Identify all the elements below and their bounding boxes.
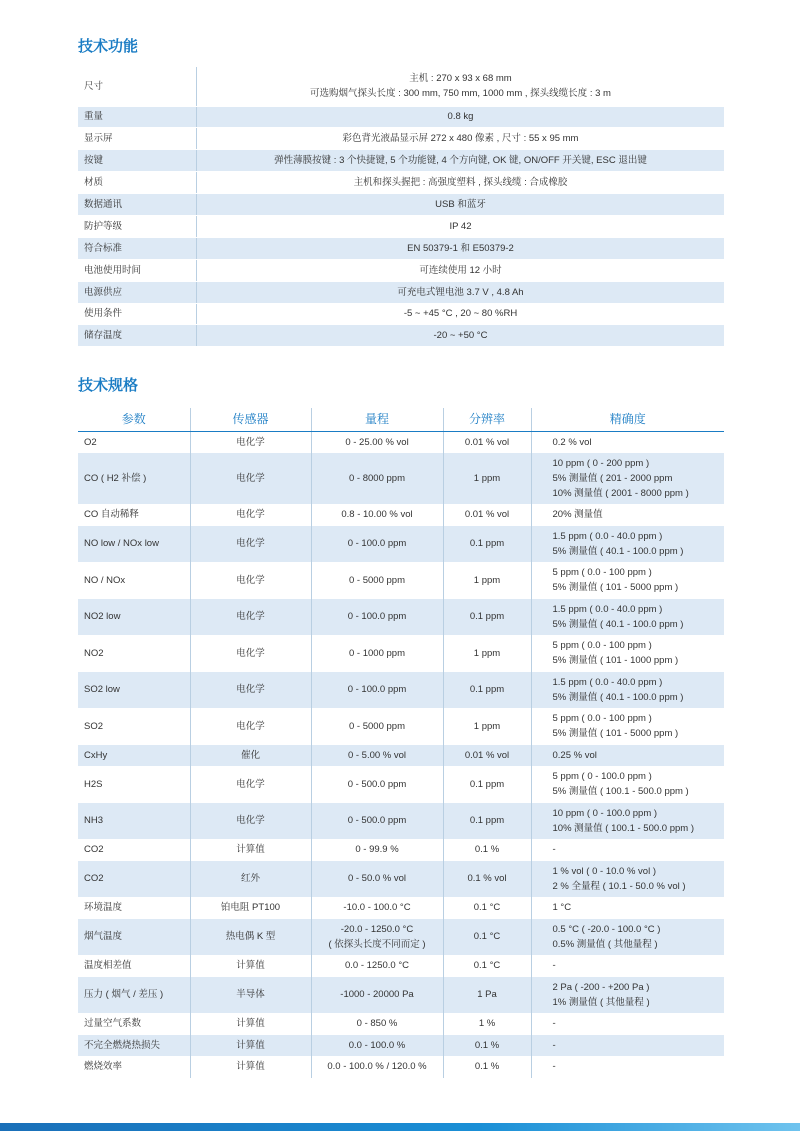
spec-param: 压力 ( 烟气 / 差压 ): [78, 977, 190, 1014]
spec-sensor: 红外: [190, 861, 311, 898]
feature-value: [197, 67, 725, 106]
feature-row: [78, 281, 724, 303]
spec-range: [311, 453, 443, 504]
spec-param: 烟气温度: [78, 919, 190, 956]
cell-line: IP 42: [449, 220, 472, 232]
spec-param: CO ( H2 补偿 ): [78, 453, 190, 504]
cell-line: -20 ~ +50 °C: [433, 330, 488, 342]
spec-range: [311, 526, 443, 563]
cell-line: 可充电式锂电池 3.7 V , 4.8 Ah: [397, 286, 524, 298]
spec-resolution: 0.1 °C: [443, 897, 531, 919]
spec-param: 不完全燃烧热损失: [78, 1035, 190, 1057]
feature-key: 显示屏: [78, 128, 197, 150]
spec-resolution: 0.1 %: [443, 1035, 531, 1057]
spec-accuracy: [531, 599, 724, 636]
cell-line: USB 和蓝牙: [435, 199, 486, 210]
cell-line: 0 - 500.0 ppm: [347, 815, 407, 827]
feature-row: [78, 67, 724, 106]
features-title: 技术功能: [78, 38, 139, 55]
spec-resolution: 0.1 °C: [443, 919, 531, 956]
spec-range: [311, 745, 443, 767]
spec-accuracy: [531, 1056, 724, 1078]
spec-param: NO2 low: [78, 599, 190, 636]
cell-line: -: [552, 1018, 556, 1030]
feature-row: [78, 106, 724, 128]
feature-key: 电池使用时间: [78, 259, 197, 281]
spec-resolution: 0.1 ppm: [443, 672, 531, 709]
spec-accuracy: [531, 708, 724, 745]
feature-value: [197, 128, 725, 150]
spec-range: [311, 803, 443, 840]
spec-resolution: 0.1 ppm: [443, 599, 531, 636]
cell-line: 5% 测量值 ( 40.1 - 100.0 ppm ): [552, 691, 684, 703]
spec-accuracy: [531, 504, 724, 526]
cell-line: 5% 测量值 ( 101 - 1000 ppm ): [552, 655, 679, 667]
feature-row: [78, 128, 724, 150]
spec-sensor: 电化学: [190, 803, 311, 840]
spec-param: H2S: [78, 766, 190, 803]
spec-resolution: 0.1 %: [443, 1056, 531, 1078]
spec-accuracy: [531, 766, 724, 803]
spec-param: CO2: [78, 839, 190, 861]
cell-line: EN 50379-1 和 E50379-2: [407, 242, 514, 254]
cell-line: 5% 测量值 ( 101 - 5000 ppm ): [552, 582, 679, 594]
spec-sensor: 电化学: [190, 708, 311, 745]
spec-range: [311, 955, 443, 977]
feature-row: [78, 150, 724, 172]
spec-sensor: 电化学: [190, 766, 311, 803]
feature-row: [78, 237, 724, 259]
feature-value: [197, 281, 725, 303]
spec-resolution: 1 ppm: [443, 562, 531, 599]
specs-header-cell: 参数: [78, 408, 190, 432]
spec-sensor: 电化学: [190, 562, 311, 599]
cell-line: 0 - 100.0 ppm: [347, 611, 407, 623]
cell-line: -5 ~ +45 °C , 20 ~ 80 %RH: [403, 308, 518, 320]
cell-line: 1.5 ppm ( 0.0 - 40.0 ppm ): [552, 676, 663, 688]
feature-key: 尺寸: [78, 67, 197, 106]
cell-line: 20% 测量值: [552, 509, 603, 521]
spec-range: [311, 432, 443, 454]
spec-row: [78, 977, 724, 1014]
cell-line: 0 - 850 %: [356, 1018, 398, 1030]
cell-line: 弹性薄膜按键 : 3 个快捷键, 5 个功能键, 4 个方向键, OK 键, ON/OFF 开关键, ESC 退出键: [274, 155, 647, 167]
cell-line: -: [552, 1061, 556, 1073]
feature-key: 符合标准: [78, 237, 197, 259]
feature-value: [197, 215, 725, 237]
spec-sensor: 热电偶 K 型: [190, 919, 311, 956]
cell-line: 5% 测量值 ( 201 - 2000 ppm: [552, 473, 673, 484]
cell-line: 可连续使用 12 小时: [419, 264, 502, 276]
cell-line: 0.8 - 10.00 % vol: [341, 509, 413, 521]
spec-sensor: 计算值: [190, 839, 311, 861]
feature-row: [78, 172, 724, 194]
cell-line: 0 - 5000 ppm: [349, 574, 405, 586]
cell-line: 10% 测量值 ( 100.1 - 500.0 ppm ): [552, 822, 695, 834]
cell-line: 0 - 25.00 % vol: [345, 437, 409, 448]
feature-value: [197, 106, 725, 128]
spec-range: [311, 599, 443, 636]
feature-key: 数据通讯: [78, 194, 197, 216]
feature-key: 防护等级: [78, 215, 197, 237]
spec-range: [311, 504, 443, 526]
spec-accuracy: [531, 839, 724, 861]
cell-line: 0 - 5.00 % vol: [347, 749, 407, 761]
spec-param: O2: [78, 432, 190, 454]
spec-row: [78, 1013, 724, 1035]
spec-range: [311, 977, 443, 1014]
spec-accuracy: [531, 861, 724, 898]
cell-line: 0 - 100.0 ppm: [347, 684, 407, 696]
spec-row: [78, 504, 724, 526]
spec-range: [311, 1035, 443, 1057]
cell-line: 0.0 - 100.0 %: [348, 1039, 406, 1051]
cell-line: 主机 : 270 x 93 x 68 mm: [409, 73, 512, 85]
feature-row: [78, 259, 724, 281]
spec-accuracy: [531, 919, 724, 956]
spec-accuracy: [531, 1035, 724, 1057]
cell-line: 2 % 全量程 ( 10.1 - 50.0 % vol ): [552, 880, 686, 892]
spec-param: 燃烧效率: [78, 1056, 190, 1078]
feature-row: [78, 215, 724, 237]
cell-line: 0 - 5000 ppm: [349, 720, 405, 732]
cell-line: 5% 测量值 ( 101 - 5000 ppm ): [552, 728, 679, 740]
spec-resolution: 1 %: [443, 1013, 531, 1035]
spec-param: SO2 low: [78, 672, 190, 709]
spec-accuracy: [531, 635, 724, 672]
cell-line: 0 - 100.0 ppm: [347, 538, 407, 550]
cell-line: 5% 测量值 ( 40.1 - 100.0 ppm ): [552, 545, 684, 557]
spec-resolution: 0.1 °C: [443, 955, 531, 977]
spec-row: [78, 766, 724, 803]
spec-row: [78, 919, 724, 956]
cell-line: -: [552, 1039, 556, 1051]
spec-param: NO low / NOx low: [78, 526, 190, 563]
spec-param: CO 自动稀释: [78, 504, 190, 526]
spec-resolution: 1 ppm: [443, 453, 531, 504]
cell-line: 0 - 99.9 %: [355, 844, 399, 856]
specs-table: [78, 408, 724, 1078]
feature-key: 材质: [78, 172, 197, 194]
cell-line: 1.5 ppm ( 0.0 - 40.0 ppm ): [552, 603, 663, 615]
spec-accuracy: [531, 1013, 724, 1035]
cell-line: 5 ppm ( 0.0 - 100 ppm ): [552, 567, 652, 579]
spec-accuracy: [531, 562, 724, 599]
cell-line: 0 - 500.0 ppm: [347, 778, 407, 790]
spec-sensor: 电化学: [190, 672, 311, 709]
spec-row: [78, 453, 724, 504]
cell-line: 2 Pa ( -200 - +200 Pa ): [552, 981, 650, 993]
spec-row: [78, 526, 724, 563]
spec-range: [311, 919, 443, 956]
spec-accuracy: [531, 672, 724, 709]
spec-sensor: 计算值: [190, 955, 311, 977]
cell-line: 1.5 ppm ( 0.0 - 40.0 ppm ): [552, 530, 663, 542]
spec-param: 过量空气系数: [78, 1013, 190, 1035]
spec-row: [78, 562, 724, 599]
spec-accuracy: [531, 803, 724, 840]
spec-sensor: 计算值: [190, 1013, 311, 1035]
feature-row: [78, 303, 724, 325]
cell-line: 0.5% 测量值 ( 其他量程 ): [552, 938, 658, 950]
cell-line: 0.25 % vol: [552, 749, 597, 761]
spec-range: [311, 708, 443, 745]
spec-row: [78, 745, 724, 767]
feature-row: [78, 325, 724, 347]
cell-line: 主机和探头握把 : 高强度塑料 , 探头线缆 : 合成橡胶: [353, 177, 568, 189]
cell-line: 5 ppm ( 0 - 100.0 ppm ): [552, 771, 652, 783]
spec-range: [311, 897, 443, 919]
cell-line: -: [552, 844, 556, 856]
spec-param: CO2: [78, 861, 190, 898]
cell-line: 0.5 °C ( -20.0 - 100.0 °C ): [552, 923, 661, 935]
spec-accuracy: [531, 745, 724, 767]
spec-sensor: 半导体: [190, 977, 311, 1014]
spec-resolution: 0.1 % vol: [443, 861, 531, 898]
spec-resolution: 0.1 ppm: [443, 803, 531, 840]
spec-row: [78, 1035, 724, 1057]
spec-row: [78, 897, 724, 919]
spec-row: [78, 839, 724, 861]
spec-param: SO2: [78, 708, 190, 745]
specs-header-cell: 传感器: [190, 408, 311, 432]
specs-header-cell: 精确度: [531, 408, 724, 432]
cell-line: 0 - 8000 ppm: [349, 473, 405, 484]
spec-range: [311, 766, 443, 803]
spec-sensor: 电化学: [190, 599, 311, 636]
spec-row: [78, 803, 724, 840]
feature-value: [197, 237, 725, 259]
spec-row: [78, 955, 724, 977]
spec-row: [78, 432, 724, 454]
feature-value: [197, 194, 725, 216]
feature-key: 使用条件: [78, 303, 197, 325]
spec-range: [311, 1056, 443, 1078]
spec-resolution: 0.01 % vol: [443, 504, 531, 526]
spec-row: [78, 672, 724, 709]
cell-line: 0.0 - 100.0 % / 120.0 %: [327, 1061, 427, 1073]
feature-value: [197, 325, 725, 347]
cell-line: 10 ppm ( 0 - 100.0 ppm ): [552, 807, 658, 819]
cell-line: 1% 测量值 ( 其他量程 ): [552, 996, 650, 1008]
cell-line: 彩色背光液晶显示屏 272 x 480 像素 , 尺寸 : 55 x 95 mm: [342, 133, 579, 145]
spec-row: [78, 1056, 724, 1078]
spec-row: [78, 635, 724, 672]
specs-header-cell: 量程: [311, 408, 443, 432]
cell-line: 1 °C: [552, 902, 572, 914]
cell-line: -1000 - 20000 Pa: [340, 989, 414, 1001]
spec-resolution: 0.01 % vol: [443, 432, 531, 454]
spec-param: 温度相差值: [78, 955, 190, 977]
cell-line: ( 依探头长度不同而定 ): [328, 938, 426, 950]
spec-sensor: 计算值: [190, 1035, 311, 1057]
cell-line: 0 - 1000 ppm: [349, 647, 405, 659]
spec-range: [311, 562, 443, 599]
spec-row: [78, 861, 724, 898]
feature-key: 储存温度: [78, 325, 197, 347]
spec-row: [78, 708, 724, 745]
cell-line: 5% 测量值 ( 40.1 - 100.0 ppm ): [552, 618, 684, 630]
footer-bar: [0, 1123, 800, 1131]
spec-param: NO2: [78, 635, 190, 672]
spec-accuracy: [531, 432, 724, 454]
cell-line: 5% 测量值 ( 100.1 - 500.0 ppm ): [552, 786, 689, 798]
cell-line: -: [552, 960, 556, 972]
cell-line: 5 ppm ( 0.0 - 100 ppm ): [552, 640, 652, 652]
cell-line: -10.0 - 100.0 °C: [343, 902, 411, 914]
spec-accuracy: [531, 955, 724, 977]
spec-param: NH3: [78, 803, 190, 840]
specs-title: 技术规格: [78, 377, 139, 394]
cell-line: 1 % vol ( 0 - 10.0 % vol ): [552, 865, 656, 877]
spec-resolution: 0.01 % vol: [443, 745, 531, 767]
spec-range: [311, 861, 443, 898]
feature-value: [197, 259, 725, 281]
feature-row: [78, 194, 724, 216]
cell-line: 0 - 50.0 % vol: [347, 873, 407, 885]
feature-value: [197, 303, 725, 325]
feature-value: [197, 150, 725, 172]
spec-sensor: 电化学: [190, 635, 311, 672]
spec-sensor: 催化: [190, 745, 311, 767]
spec-resolution: 0.1 ppm: [443, 766, 531, 803]
spec-row: [78, 599, 724, 636]
spec-param: NO / NOx: [78, 562, 190, 599]
spec-resolution: 1 ppm: [443, 708, 531, 745]
spec-range: [311, 839, 443, 861]
spec-sensor: 电化学: [190, 526, 311, 563]
spec-range: [311, 635, 443, 672]
cell-line: 0.0 - 1250.0 °C: [344, 960, 409, 972]
spec-resolution: 1 Pa: [443, 977, 531, 1014]
spec-accuracy: [531, 977, 724, 1014]
specs-header-row: [78, 408, 724, 432]
spec-sensor: 铂电阻 PT100: [190, 897, 311, 919]
spec-accuracy: [531, 453, 724, 504]
cell-line: 可选购烟气探头长度 : 300 mm, 750 mm, 1000 mm , 探头线缆长度 : 3 m: [310, 88, 611, 100]
spec-sensor: 电化学: [190, 432, 311, 454]
features-table: [78, 67, 724, 347]
spec-sensor: 计算值: [190, 1056, 311, 1078]
cell-line: -20.0 - 1250.0 °C: [340, 923, 414, 935]
spec-accuracy: [531, 526, 724, 563]
feature-key: 电源供应: [78, 281, 197, 303]
spec-param: 环境温度: [78, 897, 190, 919]
cell-line: 5 ppm ( 0.0 - 100 ppm ): [552, 713, 652, 725]
spec-range: [311, 672, 443, 709]
spec-param: CxHy: [78, 745, 190, 767]
spec-accuracy: [531, 897, 724, 919]
spec-range: [311, 1013, 443, 1035]
spec-sensor: 电化学: [190, 504, 311, 526]
cell-line: 10% 测量值 ( 2001 - 8000 ppm ): [552, 488, 689, 499]
feature-key: 重量: [78, 106, 197, 128]
feature-key: 按键: [78, 150, 197, 172]
specs-header-cell: 分辨率: [443, 408, 531, 432]
spec-resolution: 0.1 ppm: [443, 526, 531, 563]
spec-resolution: 0.1 %: [443, 839, 531, 861]
cell-line: 0.8 kg: [447, 111, 474, 123]
feature-value: [197, 172, 725, 194]
cell-line: 0.2 % vol: [552, 437, 592, 448]
cell-line: 10 ppm ( 0 - 200 ppm ): [552, 458, 650, 469]
spec-resolution: 1 ppm: [443, 635, 531, 672]
spec-sensor: 电化学: [190, 453, 311, 504]
